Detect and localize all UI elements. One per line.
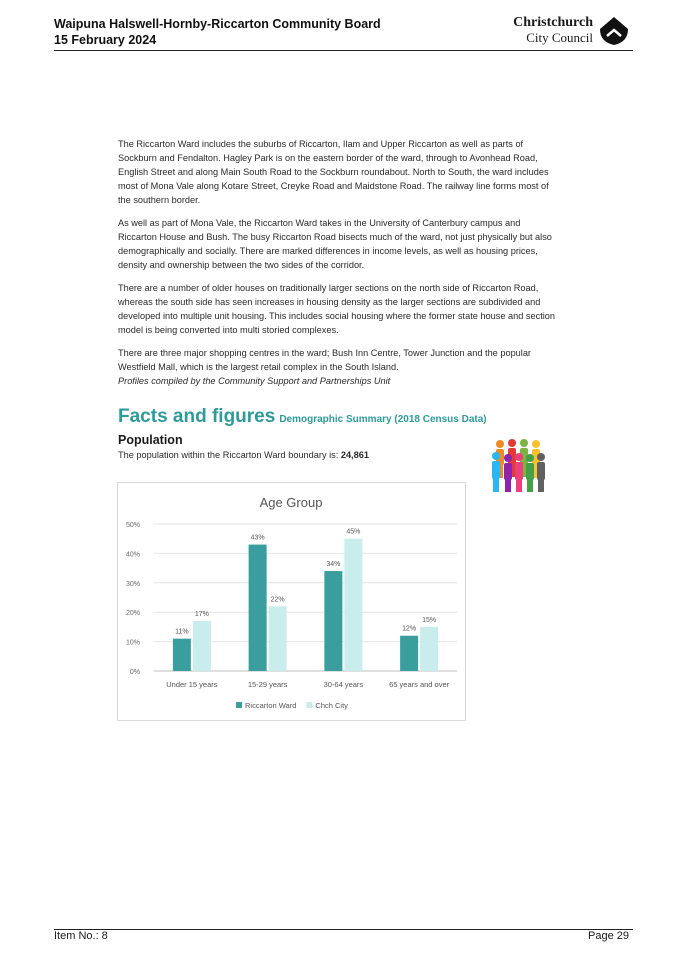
data-label: 34% [326,561,341,569]
x-tick-label: 15-29 years [247,680,288,689]
legend-swatch [306,702,312,708]
header-title: Waipuna Halswell-Hornby-Riccarton Community Board [54,17,381,31]
bar [249,545,267,671]
logo-line1: Christchurch [513,15,593,30]
bar [420,627,438,671]
y-tick-label: 50% [125,522,140,529]
bar [324,571,342,671]
data-label: 15% [422,616,437,624]
data-label: 43% [250,534,265,542]
paragraph-2: As well as part of Mona Vale, the Riccarton Ward takes in the University of Canterbury campus and Riccarton House and Bush. The busy Riccarton Road bisects much of the ward, not just physically but also demographically and socially. There are marked differences in income levels, as well as housing prices, density and ownership between the two sides of the corridor. [118,218,552,270]
chart-svg [118,483,465,720]
bar [344,539,362,671]
population-value: 24,861 [340,450,369,460]
facts-heading [118,406,487,428]
bar [173,639,191,671]
footer-rule [54,929,633,930]
legend-label: Chch City [315,701,348,710]
data-label: 17% [194,611,209,619]
cathedral-icon [597,16,631,46]
data-label: 12% [402,625,417,633]
x-tick-label: 30-64 years [323,680,364,689]
bar [269,606,287,671]
paragraph-4: There are three major shopping centres in the ward; Bush Inn Centre, Tower Junction and the popular Westfield Mall, which is the largest retail complex in the South Island. [118,348,531,372]
legend-label: Riccarton Ward [245,701,297,710]
facts-subtitle: Demographic Summary (2018 Census Data) [279,414,487,425]
legend-swatch [236,702,242,708]
population-text [118,450,369,460]
facts-title: Facts and figures [118,406,276,427]
y-tick-label: 20% [125,610,140,618]
paragraph-3: There are a number of older houses on traditionally larger sections on the north side of Riccarton Road, whereas the south side has seen increases in housing density as the larger sections are subdivided and developed into multiple unit housing. This includes social housing where the former state house and section model is being converted into multi storied complexes. [118,283,556,335]
chart-title: Age Group [259,495,323,510]
footer-item: Item No.: 8 [54,930,108,942]
logo-line2: City Council [526,30,593,45]
population-label: The population within the Riccarton Ward boundary is: [118,450,341,460]
header-rule [54,50,633,51]
x-tick-label: 65 years and over [389,680,450,689]
bar [193,621,211,671]
footer-page: Page 29 [588,930,629,942]
body-text [118,137,558,397]
header-date: 15 February 2024 [54,33,157,47]
data-label: 45% [346,528,361,536]
y-tick-label: 0% [129,669,140,676]
bar [400,636,418,671]
credit-line: Profiles compiled by the Community Support and Partnerships Unit [118,376,391,386]
y-tick-label: 30% [125,580,140,588]
y-tick-label: 40% [125,551,140,559]
y-tick-label: 10% [125,639,140,647]
people-group-icon [488,436,548,496]
data-label: 22% [270,596,285,604]
age-group-chart [117,482,466,721]
paragraph-1: The Riccarton Ward includes the suburbs of Riccarton, Ilam and Upper Riccarton as well as parts of Sockburn and Fendalton. Hagley Park is on the eastern border of the ward, through to Avonhead Road, English Street and along Main South Road to the Sockburn roundabout. North to South, the ward includes most of Mona Vale along Kotare Street, Creyke Road and Maidstone Road. The railway line forms most of the southern border. [118,139,549,205]
council-logo [491,15,631,47]
x-tick-label: Under 15 years [166,680,218,689]
population-heading: Population [118,433,183,447]
data-label: 11% [175,628,189,636]
